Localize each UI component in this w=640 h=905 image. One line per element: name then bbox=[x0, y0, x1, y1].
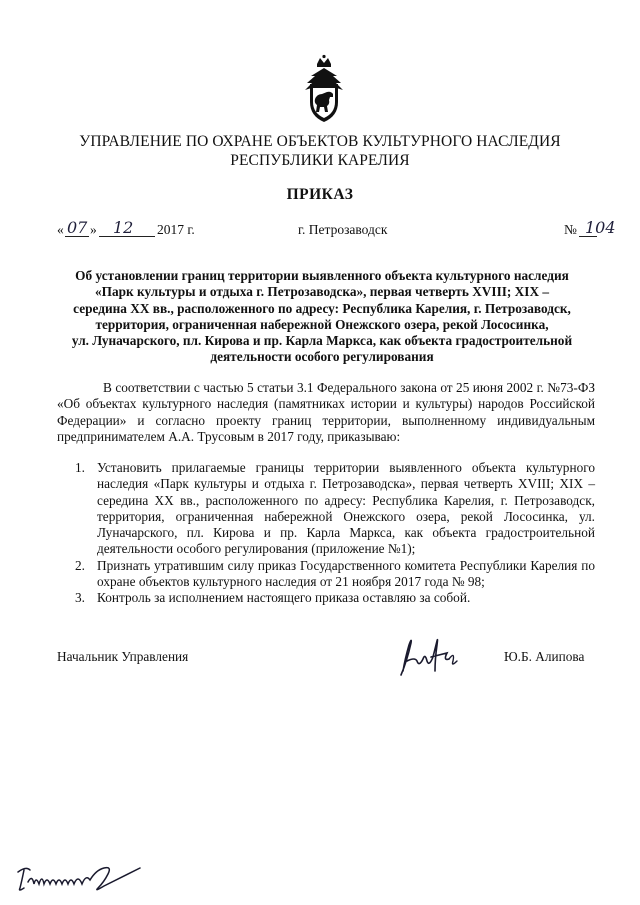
org-name-line-2: РЕСПУБЛИКИ КАРЕЛИЯ bbox=[230, 152, 410, 169]
date-line bbox=[57, 218, 616, 244]
city: г. Петрозаводск bbox=[298, 222, 388, 237]
title-line: деятельности особого регулирования bbox=[210, 349, 434, 365]
date-day: 07 bbox=[67, 218, 88, 237]
order-item-number: 1. bbox=[75, 460, 85, 475]
document-type: ПРИКАЗ bbox=[286, 186, 354, 203]
order-title bbox=[52, 268, 592, 366]
date-year: 2017 г. bbox=[157, 222, 195, 237]
order-item-number: 2. bbox=[75, 557, 85, 573]
org-name-line-1: УПРАВЛЕНИЕ ПО ОХРАНЕ ОБЪЕКТОВ КУЛЬТУРНОГО НАСЛЕДИЯ bbox=[79, 133, 561, 150]
order-item-text: Признать утратившим силу приказ Государственного комитета Республики Карелия по охране объектов культурного наследия от 21 ноября 2017 года № 98; bbox=[97, 557, 595, 590]
title-line: территория, ограниченная набережной Онежского озера, рекой Лососинка, bbox=[95, 316, 549, 332]
order-number-label: № bbox=[564, 222, 577, 237]
signatory-position: Начальник Управления bbox=[57, 649, 189, 664]
quote-open: « bbox=[57, 222, 64, 237]
order-number-underline bbox=[579, 236, 597, 237]
date-day-underline bbox=[65, 236, 89, 237]
title-line: ул. Луначарского, пл. Кирова и пр. Карла Маркса, как объекта градостроительной bbox=[71, 333, 573, 349]
karelia-coat-of-arms-icon bbox=[303, 54, 345, 124]
signature-block bbox=[57, 649, 597, 679]
order-item-text: Контроль за исполнением настоящего приказа оставляю за собой. bbox=[97, 590, 471, 606]
order-item bbox=[57, 460, 595, 558]
intro-paragraph: В соответствии с частью 5 статьи 3.1 Федерального закона от 25 июня 2002 г. №73-ФЗ «Об объектах культурного наследия (памятниках истории и культуры) народов Российской Федерации» и согласно проекту границ территории, выполненному индивидуальным предпринимателем А.А. Трусовым в 2017 году, приказываю: bbox=[57, 380, 595, 444]
date-month-underline bbox=[99, 236, 155, 237]
signatory-name: Ю.Б. Алипова bbox=[504, 649, 585, 664]
handwritten-initials-icon bbox=[12, 862, 147, 894]
order-item bbox=[57, 558, 595, 591]
handwritten-signature-icon bbox=[397, 631, 472, 681]
order-item-text: Установить прилагаемые границы территории выявленного объекта культурного наследия «Парк культуры и отдыха г. Петрозаводска», первая четверть XVIII; XIX – середина XX вв., расположенного по адресу: Республика Карелия, г. Петрозаводск, территория, ограниченная набережной Онежского озера, рекой Лососинка, ул. Луначарского, пл. Кирова и пр. Карла Маркса, как объекта градостроительной деятельности особого регулирования (приложение №1); bbox=[97, 460, 595, 557]
order-item bbox=[57, 590, 595, 606]
order-number: 104 bbox=[585, 218, 616, 237]
date-month: 12 bbox=[113, 218, 134, 237]
order-items bbox=[57, 460, 595, 607]
quote-close: » bbox=[90, 222, 97, 237]
title-line: Об установлении границ территории выявленного объекта культурного наследия bbox=[75, 268, 569, 283]
title-line: «Парк культуры и отдыха г. Петрозаводска», первая четверть XVIII; XIX – bbox=[94, 284, 550, 300]
title-line: середина XX вв., расположенного по адресу: Республика Карелия, г. Петрозаводск, bbox=[73, 300, 571, 316]
order-item-number: 3. bbox=[75, 590, 85, 606]
